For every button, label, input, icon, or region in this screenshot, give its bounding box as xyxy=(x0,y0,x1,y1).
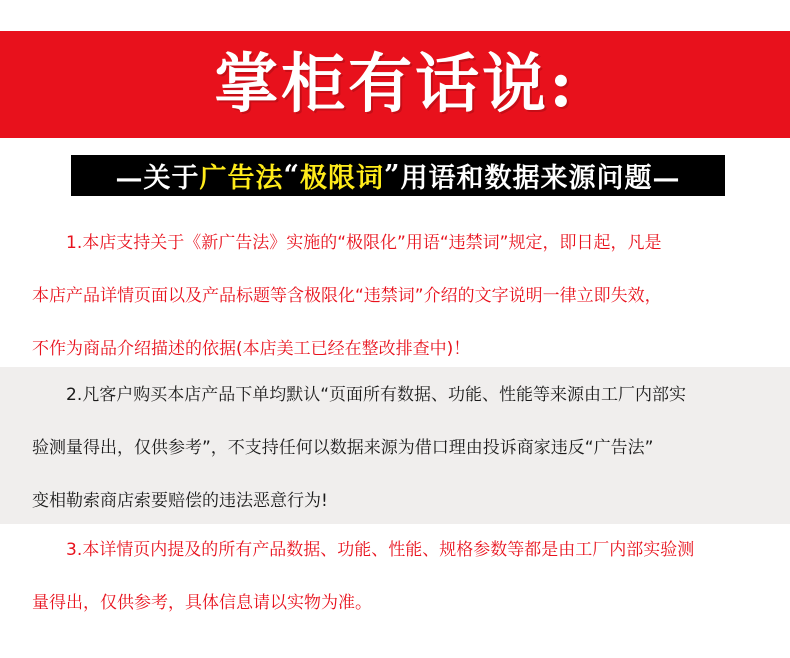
subtitle-extreme-words: 极限词 xyxy=(300,163,384,194)
subtitle-bar xyxy=(71,155,725,196)
notice-section-2 xyxy=(0,367,790,524)
subtitle-open-quote: “ xyxy=(283,160,300,191)
title-banner xyxy=(0,31,790,138)
notice-2-line-2: 验测量得出，仅供参考”，不支持任何以数据来源为借口理由投诉商家违反“广告法” xyxy=(32,438,654,458)
notice-3-line-1: 3.本详情页内提及的所有产品数据、功能、性能、规格参数等都是由工厂内部实验测 xyxy=(66,540,695,560)
notice-section-3 xyxy=(0,524,790,634)
notice-2-line-1: 2.凡客户购买本店产品下单均默认“页面所有数据、功能、性能等来源由工厂内部实 xyxy=(66,385,687,405)
notice-1-line-2: 本店产品详情页面以及产品标题等含极限化“违禁词”介绍的文字说明一律立即失效， xyxy=(32,286,662,306)
notice-2-line-3: 变相勒索商店索要赔偿的违法恶意行为! xyxy=(32,491,328,511)
notice-section-1 xyxy=(0,217,790,367)
notice-3-line-2: 量得出，仅供参考，具体信息请以实物为准。 xyxy=(32,593,372,613)
subtitle-ad-law: 广告法 xyxy=(199,163,284,194)
notice-1-line-1: 1.本店支持关于《新广告法》实施的“极限化”用语“违禁词”规定，即日起，凡是 xyxy=(66,233,662,253)
banner-title: 掌柜有话说: xyxy=(214,46,576,122)
subtitle-suffix: 用语和数据来源问题— xyxy=(400,163,681,194)
notice-1-line-3: 不作为商品介绍描述的依据(本店美工已经在整改排查中)！ xyxy=(32,339,471,359)
subtitle-close-quote: ” xyxy=(384,160,401,191)
subtitle-prefix: —关于 xyxy=(115,163,200,194)
